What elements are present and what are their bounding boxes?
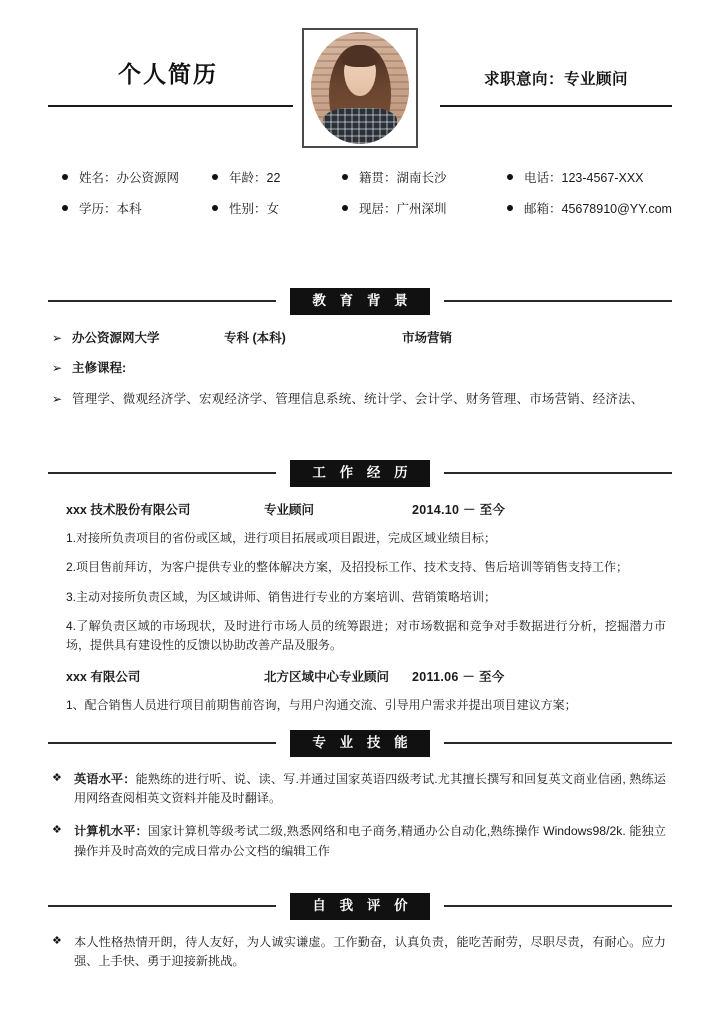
section-header-skills [0,730,720,757]
header-rule-right [444,472,672,474]
header-rule-right [444,300,672,302]
job-entry-header [52,667,672,685]
contact-hometown-value: 籍贯：湖南长沙 [359,171,447,185]
title-underline-right [440,105,672,107]
section-self-evaluation [0,893,720,972]
job-role: 专业顾问 [264,502,315,517]
arrow-bullet-icon: ➢ [52,360,63,375]
bullet-dot-icon [212,174,218,180]
skill-item-english [52,770,672,810]
evaluation-body [0,933,720,973]
education-courses-label-row [52,359,672,378]
arrow-bullet-icon: ➢ [52,330,63,345]
section-header-evaluation [0,893,720,920]
section-title-skills: 专 业 技 能 [290,730,429,757]
skill-english-text [74,770,666,810]
page-title: 个人简历 [118,61,218,87]
education-major: 市场营销 [402,330,453,345]
objective-group [440,70,672,98]
work-body [0,500,720,716]
contact-item-education [62,199,212,217]
section-header-education [0,288,720,315]
skill-computer-text [74,822,666,862]
arrow-bullet-icon: ➢ [52,392,63,407]
education-degree: 专科 (本科) [224,330,286,345]
section-work-experience [0,460,720,715]
education-courses-label: 主修课程: [72,360,127,375]
portrait-photo-frame [302,28,418,148]
job-objective: 求职意向：专业顾问 [483,71,628,88]
photo-fringe [342,52,378,67]
doc-title-group [48,60,288,95]
section-title-work: 工 作 经 历 [290,460,429,487]
contact-name-value: 姓名：办公资源网 [79,171,180,185]
job-period: 2014.10 － 至今 [412,502,506,517]
contact-item-email [507,199,707,217]
job-period: 2011.06 － 至今 [412,670,505,685]
evaluation-item [52,933,672,973]
section-professional-skills [0,730,720,889]
portrait-photo [311,32,409,144]
bullet-dot-icon [507,174,513,180]
contact-item-phone [507,168,707,186]
bullet-dot-icon [62,174,68,180]
bullet-dot-icon [212,205,218,211]
header-rule-left [48,905,276,907]
job-bullet: 1.对接所负责项目的省份或区域，进行项目拓展或项目跟进，完成区域业绩目标； [66,530,497,545]
contact-gender-value: 性别：女 [229,202,280,216]
job-role: 北方区域中心专业顾问 [264,670,390,685]
job-bullet: 2.项目售前拜访，为客户提供专业的整体解决方案，及招投标工作、技术支持、售后培训等销售支持工作； [66,560,629,575]
bullet-dot-icon [342,174,348,180]
skills-body [0,757,720,889]
contact-item-name [62,168,212,186]
education-courses-list: 管理学、微观经济学、宏观经济学、管理信息系统、统计学、会计学、财务管理、市场营销、经济法、 [72,392,644,407]
education-entry [52,328,672,346]
contact-item-age [212,168,342,186]
contact-item-gender [212,199,342,217]
section-title-education: 教 育 背 景 [290,288,429,315]
skill-english-label: 英语水平： [74,771,136,786]
bullet-dot-icon [342,205,348,211]
skill-item-computer [52,822,672,862]
skill-computer-label: 计算机水平： [74,824,148,839]
photo-clothing [323,108,397,144]
header-rule-left [48,472,276,474]
education-body [0,328,720,410]
education-courses-row [52,390,672,409]
evaluation-text: 本人性格热情开朗，待人友好，为人诚实谦虚。工作勤奋，认真负责，能吃苦耐劳，尽职尽责，有耐心。应力强、上手快、勇于迎接新挑战。 [74,934,666,969]
diamond-bullet-icon: ❖ [52,824,62,837]
diamond-bullet-icon: ❖ [52,771,62,784]
skill-english-detail: 能熟练的进行听、说、读、写.并通过国家英语四级考试.尤其擅长撰写和回复英文商业信函, 熟练运用网络查阅相英文资料并能及时翻译。 [74,771,666,806]
bullet-dot-icon [62,205,68,211]
header-rule-right [444,742,672,744]
diamond-bullet-icon: ❖ [52,934,62,947]
contact-email-value: 邮箱：45678910@YY.com [524,202,672,216]
header-rule-left [48,742,276,744]
contact-item-residence [342,199,507,217]
resume-header [0,0,720,150]
header-rule-right [444,905,672,907]
job-company: xxx 有限公司 [66,670,141,685]
section-education [0,288,720,409]
contact-education-value: 学历：本科 [79,202,142,216]
bullet-dot-icon [507,205,513,211]
job-entry-header [52,500,672,518]
job-bullet: 4.了解负责区域的市场现状，及时进行市场人员的统筹跟进；对市场数据和竞争对手数据进行分析，挖掘潜力市场，提供具有建设性的反馈以协助改善产品及服务。 [66,619,666,652]
header-rule-left [48,300,276,302]
contact-residence-value: 现居：广州深圳 [359,202,447,216]
contact-phone-value: 电话：123-4567-XXX [524,171,644,185]
section-header-work [0,460,720,487]
job-bullet: 3.主动对接所负责区域，为区域讲师、销售进行专业的方案培训、营销策略培训； [66,589,497,604]
job-bullet: 1、配合销售人员进行项目前期售前咨询，与用户沟通交流、引导用户需求并提出项目建议方案； [66,698,577,713]
education-school: 办公资源网大学 [72,330,160,345]
contact-age-value: 年龄：22 [229,171,281,185]
contact-row-1 [0,168,720,199]
contact-item-hometown [342,168,507,186]
job-company: xxx 技术股份有限公司 [66,502,191,517]
title-underline-left [48,105,293,107]
contact-row-2 [0,199,720,230]
skill-computer-detail: 国家计算机等级考试二级,熟悉网络和电子商务,精通办公自动化,熟练操作 Windows98/2k. 能独立操作并及时高效的完成日常办公文档的编辑工作 [74,824,666,858]
section-title-evaluation: 自 我 评 价 [290,893,429,920]
contact-info-block [0,168,720,230]
